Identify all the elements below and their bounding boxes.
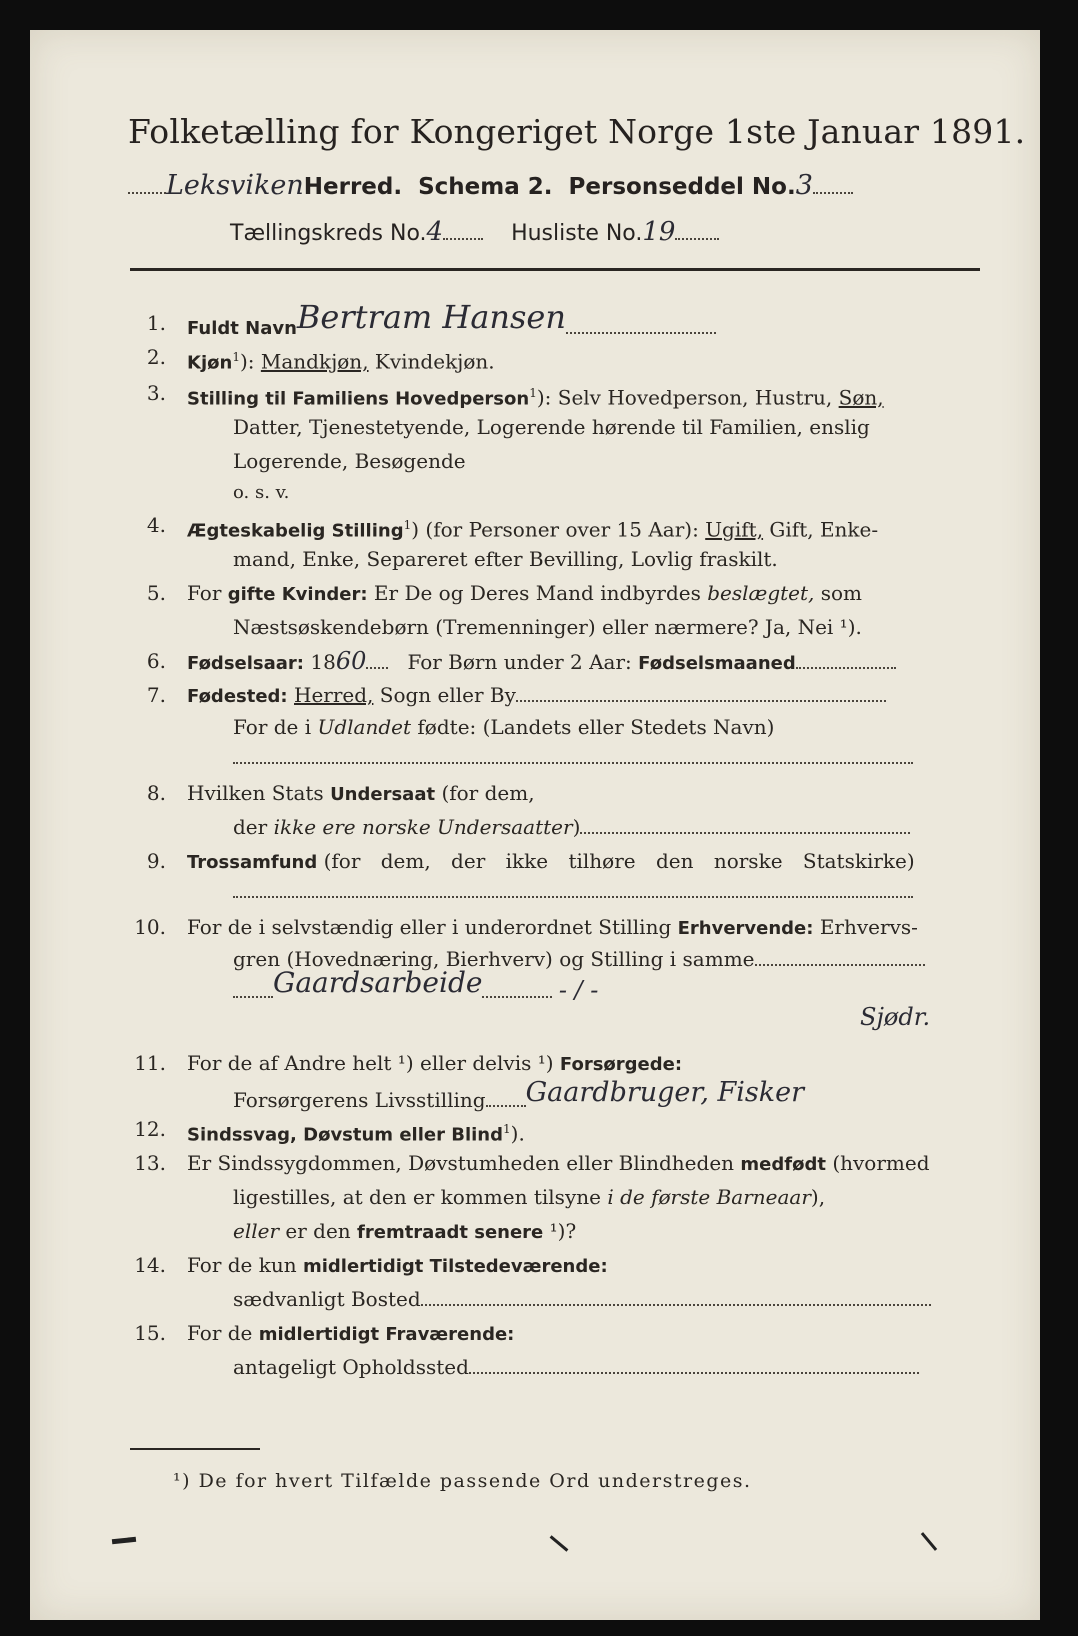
family-position-son: Søn, — [838, 385, 884, 410]
herred-label: Herred. — [303, 174, 403, 200]
occupation-label: Erhvervende: — [677, 918, 814, 939]
herred-handwritten: Leksviken — [166, 170, 304, 201]
birth-month-condition: For Børn under 2 Aar: — [407, 650, 632, 674]
married-women-related: beslægtet, — [707, 581, 815, 605]
occupation-handwritten: Gaardsarbeide — [273, 966, 483, 999]
dependent-label: Forsørgede: — [559, 1054, 683, 1075]
disability-period: . — [518, 1121, 525, 1146]
citizenship-der: der — [233, 815, 268, 839]
temporary-present-label: midlertidigt Tilstedeværende: — [302, 1256, 608, 1277]
married-women-label: gifte Kvinder: — [227, 584, 368, 605]
disability-label: Sindssvag, Døvstum eller Blind — [187, 1124, 503, 1146]
personseddel-label: Personseddel No. — [568, 174, 796, 200]
probable-whereabouts-label: antageligt Opholdssted — [233, 1355, 469, 1379]
herred-line — [128, 170, 853, 201]
birth-year-label: Fødselsaar: — [187, 653, 304, 674]
temporary-present-prefix: For de kun — [187, 1253, 297, 1277]
item-number: 8. — [146, 781, 166, 805]
married-women-suffix: som — [820, 581, 863, 605]
birthplace-options: Sogn eller By — [379, 683, 516, 707]
birth-month-label: Fødselsmaaned — [638, 653, 796, 674]
temporary-absent-prefix: For de — [187, 1321, 253, 1345]
ink-mark-right — [921, 1532, 937, 1551]
birthplace-herred: Herred, — [294, 683, 374, 707]
footnote-ref: 1 — [502, 1122, 511, 1136]
married-women-prefix: For — [187, 581, 222, 605]
congenital-or: eller — [233, 1219, 280, 1243]
item-number: 4. — [146, 513, 166, 537]
full-name-handwritten: Bertram Hansen — [296, 298, 566, 336]
form-title: Folketælling for Kongeriget Norge 1ste Januar 1891. — [128, 112, 1026, 151]
birth-year-prefix: 18 — [310, 650, 336, 674]
occupation-question-2: gren (Hovednæring, Bierhverv) og Stilling i samme — [233, 947, 755, 971]
provider-occupation-handwritten: Gaardbruger, Fisker — [525, 1077, 804, 1108]
item-number: 5. — [146, 581, 166, 605]
footnote-ref: 1 — [403, 518, 412, 532]
family-position-options-3: Logerende, Besøgende — [233, 449, 466, 473]
item-number: 6. — [146, 649, 166, 673]
congenital-suffix: (hvormed — [832, 1151, 930, 1175]
ink-mark-center — [550, 1535, 569, 1551]
ink-mark-left — [112, 1537, 136, 1544]
marital-status-options: Gift, Enke- — [769, 517, 879, 542]
congenital-close: ), — [810, 1185, 826, 1209]
marital-status-label: Ægteskabelig Stilling — [187, 520, 404, 542]
temporary-absent-label: midlertidigt Fraværende: — [258, 1324, 515, 1345]
abroad-prefix: For de i — [233, 715, 312, 739]
kreds-line — [230, 217, 719, 247]
item-number: 2. — [146, 345, 166, 369]
later-onset-label: fremtraadt senere — [357, 1222, 544, 1243]
occupation-prefix: For de i selvstændig eller i underordnet Stilling — [187, 915, 672, 939]
item-number: 10. — [134, 915, 166, 939]
occupation-handwritten-2: Sjødr. — [860, 1003, 931, 1031]
dependent-prefix: For de af Andre helt ¹) eller delvis ¹) — [187, 1051, 554, 1075]
abroad-question: fødte: (Landets eller Stedets Navn) — [417, 715, 775, 739]
religion-label: Trossamfund — [187, 852, 318, 873]
item-number: 12. — [134, 1117, 166, 1141]
item-number: 1. — [146, 311, 166, 335]
item-number: 3. — [146, 381, 166, 405]
full-name-label: Fuldt Navn — [187, 318, 297, 339]
family-position-options-2: Datter, Tjenestetyende, Logerende hørende til Familien, enslig — [233, 415, 870, 439]
item-number: 13. — [134, 1151, 166, 1175]
congenital-question: Er Sindssygdommen, Døvstumheden eller Blindheden — [187, 1151, 735, 1175]
provider-occupation-label: Forsørgerens Livsstilling — [233, 1088, 486, 1112]
marital-status-options-2: mand, Enke, Separeret efter Bevilling, Lovlig fraskilt. — [233, 547, 778, 571]
later-onset-suffix: ¹)? — [549, 1219, 577, 1243]
item-number: 14. — [134, 1253, 166, 1277]
citizenship-prefix: Hvilken Stats — [187, 781, 324, 805]
item-number: 15. — [134, 1321, 166, 1345]
item-number: 11. — [134, 1051, 166, 1075]
item-number: 9. — [146, 849, 166, 873]
birthplace-label: Fødested: — [187, 686, 288, 707]
personseddel-handwritten: 3 — [795, 170, 813, 201]
header-rule — [130, 268, 980, 271]
kreds-handwritten: 4 — [426, 217, 444, 247]
family-position-label: Stilling til Familiens Hovedperson — [187, 388, 530, 410]
footnote-rule — [130, 1448, 260, 1450]
sex-label: Kjøn — [187, 352, 233, 374]
husliste-label: Husliste No. — [511, 221, 643, 246]
citizenship-non-norwegian: ikke ere norske Undersaatter — [273, 815, 573, 839]
occupation-suffix: Erhvervs- — [819, 915, 918, 939]
religion-condition: (for dem, der ikke tilhøre den norske Statskirke) — [323, 849, 915, 873]
marital-status-condition: (for Personer over 15 Aar): — [425, 517, 699, 542]
married-women-question: Er De og Deres Mand indbyrdes — [373, 581, 701, 605]
sex-option-male: Mandkjøn, — [260, 349, 369, 374]
abroad-word: Udlandet — [317, 715, 412, 739]
schema-label: Schema 2. — [418, 174, 553, 200]
congenital-early-childhood: i de første Barneaar — [607, 1185, 811, 1209]
citizenship-close: ) — [572, 815, 581, 839]
family-position-options: Selv Hovedperson, Hustru, — [557, 385, 833, 410]
footnote-ref: 1 — [529, 386, 537, 400]
occupation-handwritten-mark: - / - — [558, 976, 599, 1004]
footnote-ref: 1 — [232, 350, 240, 364]
congenital-question-2: ligestilles, at den er kommen tilsyne — [233, 1185, 601, 1209]
census-form-page: Folketælling for Kongeriget Norge 1ste Januar 1891. LeksvikenHerred. Schema 2. Personseddel No.3 Tællingskreds No.4 Husliste No.19 1. Fuldt NavnBertram Hansen 2. Kjøn$^1$): Mandkjøn, Kvindekjøn. 3. Stilling til Familiens Hovedperson$^1$): Selv Hovedperson, Hustru, Søn, Datter, Tjenestetyende, Logerende hørende til Familien, enslig Logerende, Besøgende o. s. v. 4. Ægteskabelig Stilling$^1$) (for Personer over 15 Aar): Ugift, Gift, Enke- mand, Enke, Separeret efter Bevilling, Lovlig fraskilt. 5. For gifte Kvinder: Er De og Deres Mand indbyrdes beslægtet, som Næstsøskendebørn (Tremenninger) eller nærmere? Ja, Nei ¹). 6. Fødselsaar: 1860 For Børn under 2 Aar: Fødselsmaaned 7. Fødested: Herred, Sogn eller By For de i Udlandet fødte: (Landets eller Stedets Navn) 8. Hvilken Stats Undersaat (for dem, der ikke ere norske Undersaatter) 9. Trossamfund (for dem, der ikke tilhøre den norske Statskirke) 10. For de i selvstændig eller i underordnet Stilling Erhvervende: Erhvervs- gren (Hovednæring, Bierhverv) og Stilling i samme Gaardsarbeide - / - Sjødr. 11. For de af Andre helt ¹) eller delvis ¹) Forsørgede: Forsørgerens Livsstilling Gaardbruger, Fisker 12. Sindssvag, Døvstum eller Blind$^1$). 13. Er Sindssygdommen, Døvstumheden eller Blindheden medfødt (hvormed ligestilles, at den er kommen tilsyne i de første Barneaar), eller er den fremtraadt senere ¹)? 14. For de kun midlertidigt Tilstedeværende: sædvanligt Bosted 15. For de midlertidigt Fraværende: antageligt Opholdssted ¹) De for hvert Tilfælde passende Ord understreges. — [30, 30, 1040, 1620]
item-number: 7. — [146, 683, 166, 707]
citizenship-condition: (for dem, — [441, 781, 535, 805]
congenital-label: medfødt — [740, 1154, 826, 1175]
marital-status-unmarried: Ugift, — [705, 517, 764, 542]
sex-option-female: Kvindekjøn. — [374, 349, 495, 374]
kreds-label: Tællingskreds No. — [230, 221, 427, 246]
congenital-question-3: er den — [285, 1219, 351, 1243]
family-position-etc: o. s. v. — [233, 482, 290, 503]
birth-year-handwritten: 60 — [335, 647, 367, 675]
footnote: ¹) De for hvert Tilfælde passende Ord understreges. — [173, 1470, 752, 1492]
husliste-handwritten: 19 — [642, 217, 676, 247]
usual-residence-label: sædvanligt Bosted — [233, 1287, 421, 1311]
married-women-question-2: Næstsøskendebørn (Tremenninger) eller nærmere? Ja, Nei ¹). — [233, 615, 862, 639]
citizenship-label: Undersaat — [330, 784, 436, 805]
